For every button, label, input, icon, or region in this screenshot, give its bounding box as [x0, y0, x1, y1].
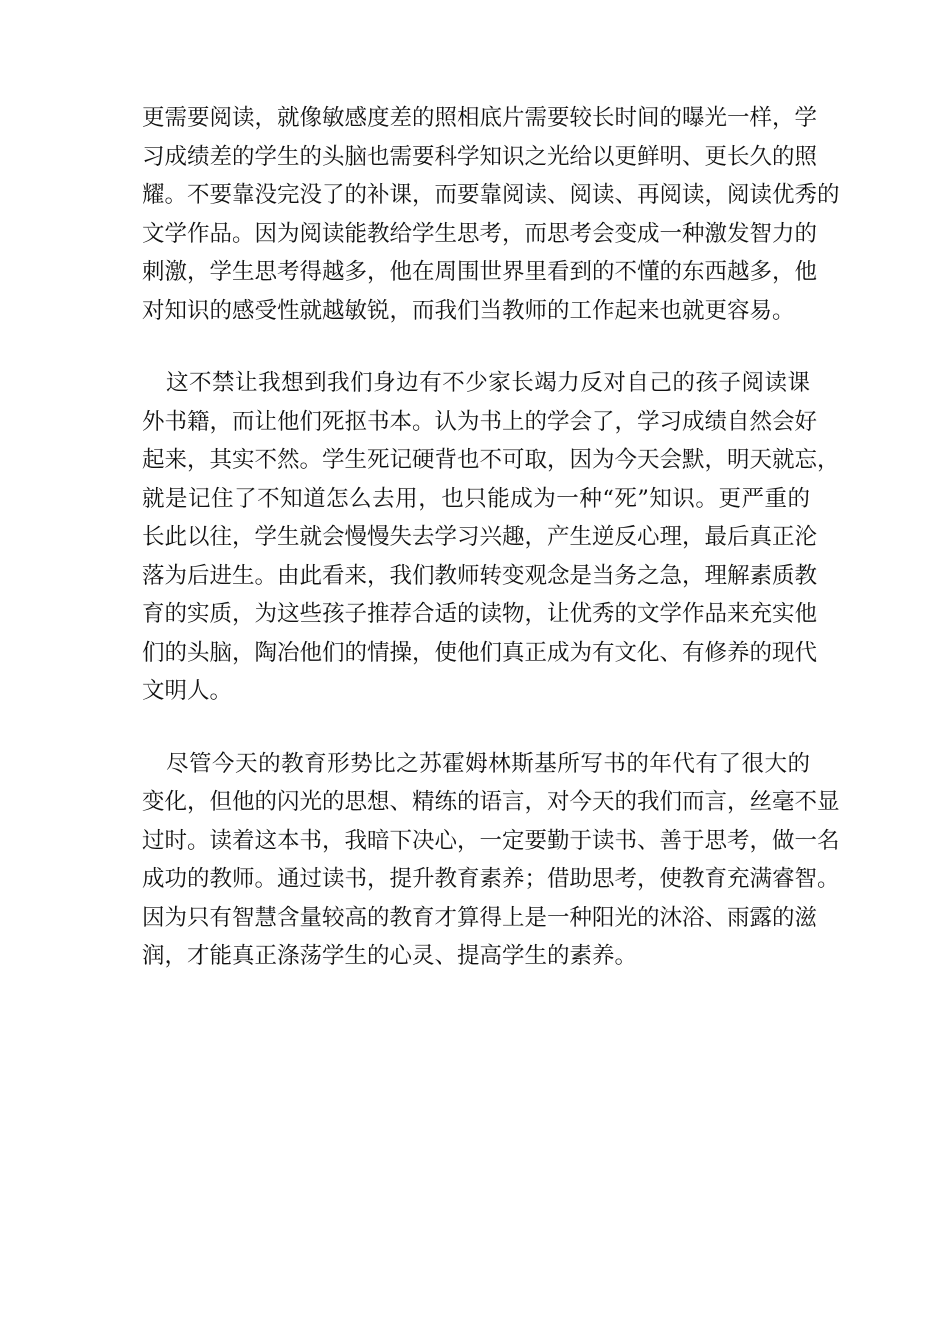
text-line: 对知识的感受性就越敏锐，而我们当教师的工作起来也就更容易。 — [142, 297, 795, 324]
text-line: 润，才能真正涤荡学生的心灵、提高学生的素养。 — [142, 943, 638, 969]
text-line: 尽管今天的教育形势比之苏霍姆林斯基所写书的年代有了很大的 — [166, 750, 810, 777]
text-line: 耀。不要靠没完没了的补课，而要靠阅读、阅读、再阅读，阅读优秀的 — [142, 182, 840, 208]
text-line: 文明人。 — [142, 678, 233, 704]
paragraph-3 — [142, 745, 840, 976]
body-text — [142, 99, 840, 1010]
text-line: 育的实质，为这些孩子推荐合适的读物，让优秀的文学作品来充实他 — [142, 601, 818, 627]
text-line: 刺激，学生思考得越多，他在周围世界里看到的不懂的东西越多，他 — [142, 259, 818, 285]
text-line: 长此以往，学生就会慢慢失去学习兴趣，产生逆反心理，最后真正沦 — [142, 524, 818, 550]
text-line: 更需要阅读，就像敏感度差的照相底片需要较长时间的曝光一样，学 — [142, 105, 818, 131]
text-line: 过时。读着这本书，我暗下决心，一定要勤于读书、善于思考，做一名 — [142, 827, 840, 854]
text-line: 起来，其实不然。学生死记硬背也不可取，因为今天会默，明天就忘， — [142, 447, 840, 473]
text-line: 外书籍，而让他们死抠书本。认为书上的学会了，学习成绩自然会好 — [142, 408, 818, 435]
text-line: 成功的教师。通过读书，提升教育素养；借助思考，使教育充满睿智。 — [142, 866, 840, 892]
paragraph-2 — [142, 364, 840, 711]
paragraph-1 — [142, 99, 840, 330]
text-line: 就是记住了不知道怎么去用，也只能成为一种“死”知识。更严重的 — [142, 485, 810, 512]
text-line: 因为只有智慧含量较高的教育才算得上是一种阳光的沐浴、雨露的滋 — [142, 904, 818, 931]
text-line: 这不禁让我想到我们身边有不少家长竭力反对自己的孩子阅读课 — [166, 370, 810, 396]
text-line: 习成绩差的学生的头脑也需要科学知识之光给以更鲜明、更长久的照 — [142, 143, 818, 170]
text-line: 落为后进生。由此看来，我们教师转变观念是当务之急，理解素质教 — [142, 562, 818, 589]
text-line: 文学作品。因为阅读能教给学生思考，而思考会变成一种激发智力的 — [142, 220, 818, 247]
text-line: 们的头脑，陶冶他们的情操，使他们真正成为有文化、有修养的现代 — [142, 639, 818, 666]
text-line: 变化，但他的闪光的思想、精练的语言，对今天的我们而言，丝毫不显 — [142, 789, 840, 815]
